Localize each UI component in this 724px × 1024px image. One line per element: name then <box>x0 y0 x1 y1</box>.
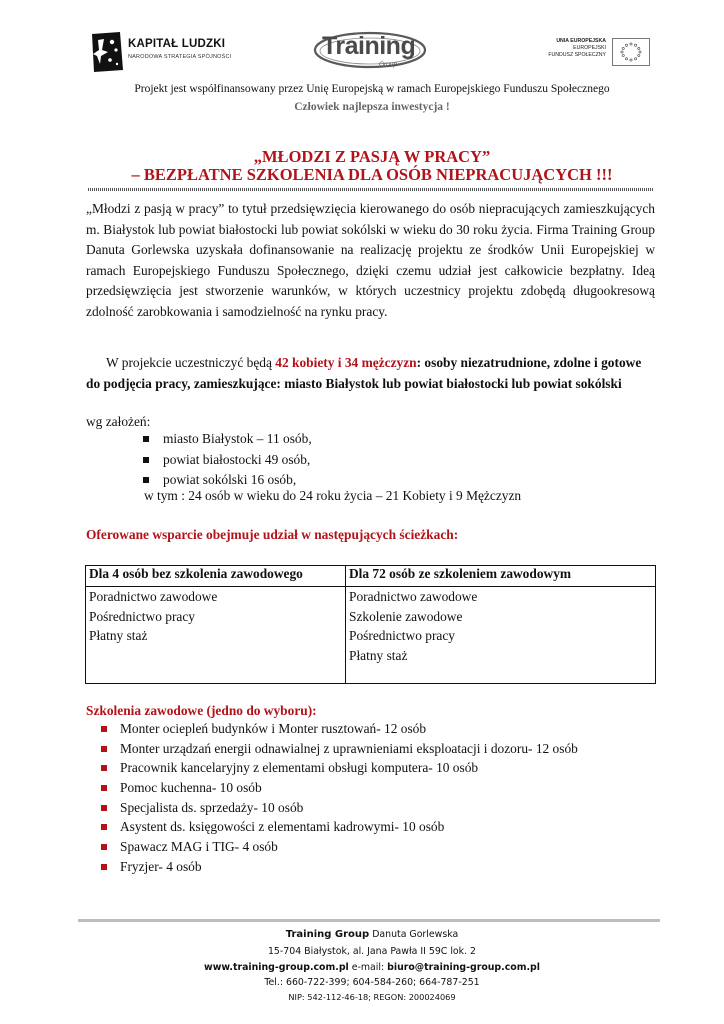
kapital-ludzki-title: KAPITAŁ LUDZKI <box>128 38 226 50</box>
table-header-row <box>86 566 656 587</box>
support-paths-table <box>85 565 656 684</box>
training-group-logo <box>312 28 428 78</box>
training-logo-group: Group <box>379 61 398 68</box>
bullet-icon <box>143 436 149 442</box>
participants-paragraph <box>86 353 655 394</box>
participants-prefix: W projekcie uczestniczyć będą <box>106 355 276 370</box>
project-funding-line: Projekt jest współfinansowany przez Unię Europejską w ramach Europejskiego Funduszu Społecznego <box>134 83 610 95</box>
bullet-icon <box>101 785 107 791</box>
list-item: powiat sokólski 16 osób, <box>163 470 312 491</box>
table-cell-col1: Poradnictwo zawodowe Pośrednictwo pracy Płatny staż <box>86 587 346 684</box>
bullet-icon <box>101 746 107 752</box>
title-divider <box>88 188 654 191</box>
slogan: Człowiek najlepsza inwestycja ! <box>294 101 450 113</box>
bullet-icon <box>101 726 107 732</box>
table-header-col2: Dla 72 osób ze szkoleniem zawodowym <box>346 566 656 587</box>
trainings-list <box>120 719 578 877</box>
footer-company <box>0 929 724 940</box>
footer-owner: Danuta Gorlewska <box>372 929 459 940</box>
footer-divider <box>78 919 660 922</box>
bullet-icon <box>143 477 149 483</box>
list-item: powiat białostocki 49 osób, <box>163 450 312 471</box>
list-item: Asystent ds. księgowości z elementami kadrowymi- 10 osób <box>120 817 578 837</box>
offer-heading: Oferowane wsparcie obejmuje udział w następujących ścieżkach: <box>86 527 459 542</box>
participants-description: : osoby niezatrudnione, zdolne i gotowe do podjęcia pracy, zamieszkujące: miasto Białystok lub powiat białostocki lub powiat sokólski <box>86 355 642 391</box>
page-title-line2: – BEZPŁATNE SZKOLENIA DLA OSÓB NIEPRACUJĄCYCH !!! <box>131 165 613 184</box>
footer-phones: Tel.: 660-722-399; 604-584-260; 664-787-251 <box>264 977 480 988</box>
kapital-ludzki-mark-icon <box>90 30 124 74</box>
footer-nip-regon: NIP: 542-112-46-18; REGON: 200024069 <box>288 992 456 1002</box>
footer-email-label: e-mail: <box>351 962 385 973</box>
locations-list <box>163 429 312 491</box>
eu-logo-line2: EUROPEJSKI <box>573 45 606 51</box>
bullet-icon <box>101 864 107 870</box>
bullet-icon <box>101 844 107 850</box>
bullet-icon <box>143 457 149 463</box>
footer-address: 15-704 Białystok, al. Jana Pawła II 59C lok. 2 <box>267 946 477 957</box>
kapital-ludzki-logo <box>90 30 260 76</box>
list-item: Monter ociepleń budynków i Monter rusztowań- 12 osób <box>120 719 578 739</box>
wg-label: wg założeń: <box>86 414 151 429</box>
list-item: Fryzjer- 4 osób <box>120 857 578 877</box>
footer-website-link[interactable]: www.training-group.com.pl <box>204 962 349 973</box>
intro-paragraph: „Młodzi z pasją w pracy” to tytuł przedsięwzięcia kierowanego do osób niepracujących zamieszkujących m. Białystok lub powiat białostocki lub powiat sokólski w wieku do 30 roku życia. Firma Training Group Danuta Gorlewska uzyskała dofinansowanie na realizację projektu ze środków Unii Europejskiej w ramach Europejskiego Funduszu Społecznego, dzięki czemu udział jest całkowicie bezpłatny. Ideą przedsięwzięcia jest stworzenie warunków, w których uczestnicy projektu zdobędą długookresową zdolność zarobkowania i samodzielność na rynku pracy. <box>86 201 655 319</box>
bullet-icon <box>101 805 107 811</box>
page-title-line1: „MŁODZI Z PASJĄ W PRACY” <box>253 147 491 166</box>
footer-company-name: Training Group <box>285 929 370 940</box>
list-item: Spawacz MAG i TIG- 4 osób <box>120 837 578 857</box>
table-header-col1: Dla 4 osób bez szkolenia zawodowego <box>86 566 346 587</box>
training-logo-word: Training <box>322 32 416 60</box>
list-item: Pracownik kancelaryjny z elementami obsługi komputera- 10 osób <box>120 758 578 778</box>
participants-count: 42 kobiety i 34 mężczyzn <box>275 355 417 370</box>
bullet-icon <box>101 765 107 771</box>
list-item: Specjalista ds. sprzedaży- 10 osób <box>120 798 578 818</box>
footer-email-link[interactable]: biuro@training-group.com.pl <box>387 962 540 973</box>
list-item: Monter urządzań energii odnawialnej z uprawnieniami eksploatacji i dozoru- 12 osób <box>120 739 578 759</box>
eu-logo-text <box>548 38 606 59</box>
age-breakdown: w tym : 24 osób w wieku do 24 roku życia – 21 Kobiety i 9 Mężczyzn <box>144 488 522 503</box>
eu-flag-icon <box>612 38 650 66</box>
list-item: Pomoc kuchenna- 10 osób <box>120 778 578 798</box>
list-item: miasto Białystok – 11 osób, <box>163 429 312 450</box>
eu-logo <box>540 38 650 68</box>
footer-contact <box>0 962 724 973</box>
table-cell-col2: Poradnictwo zawodowe Szkolenie zawodowe Pośrednictwo pracy Płatny staż <box>346 587 656 684</box>
table-row <box>86 587 656 684</box>
bullet-icon <box>101 824 107 830</box>
trainings-heading: Szkolenia zawodowe (jedno do wyboru): <box>86 703 317 718</box>
kapital-ludzki-subtitle: NARODOWA STRATEGIA SPÓJNOŚCI <box>128 54 232 60</box>
eu-logo-line3: FUNDUSZ SPOŁECZNY <box>548 52 606 58</box>
eu-logo-line1: UNIA EUROPEJSKA <box>556 38 606 44</box>
